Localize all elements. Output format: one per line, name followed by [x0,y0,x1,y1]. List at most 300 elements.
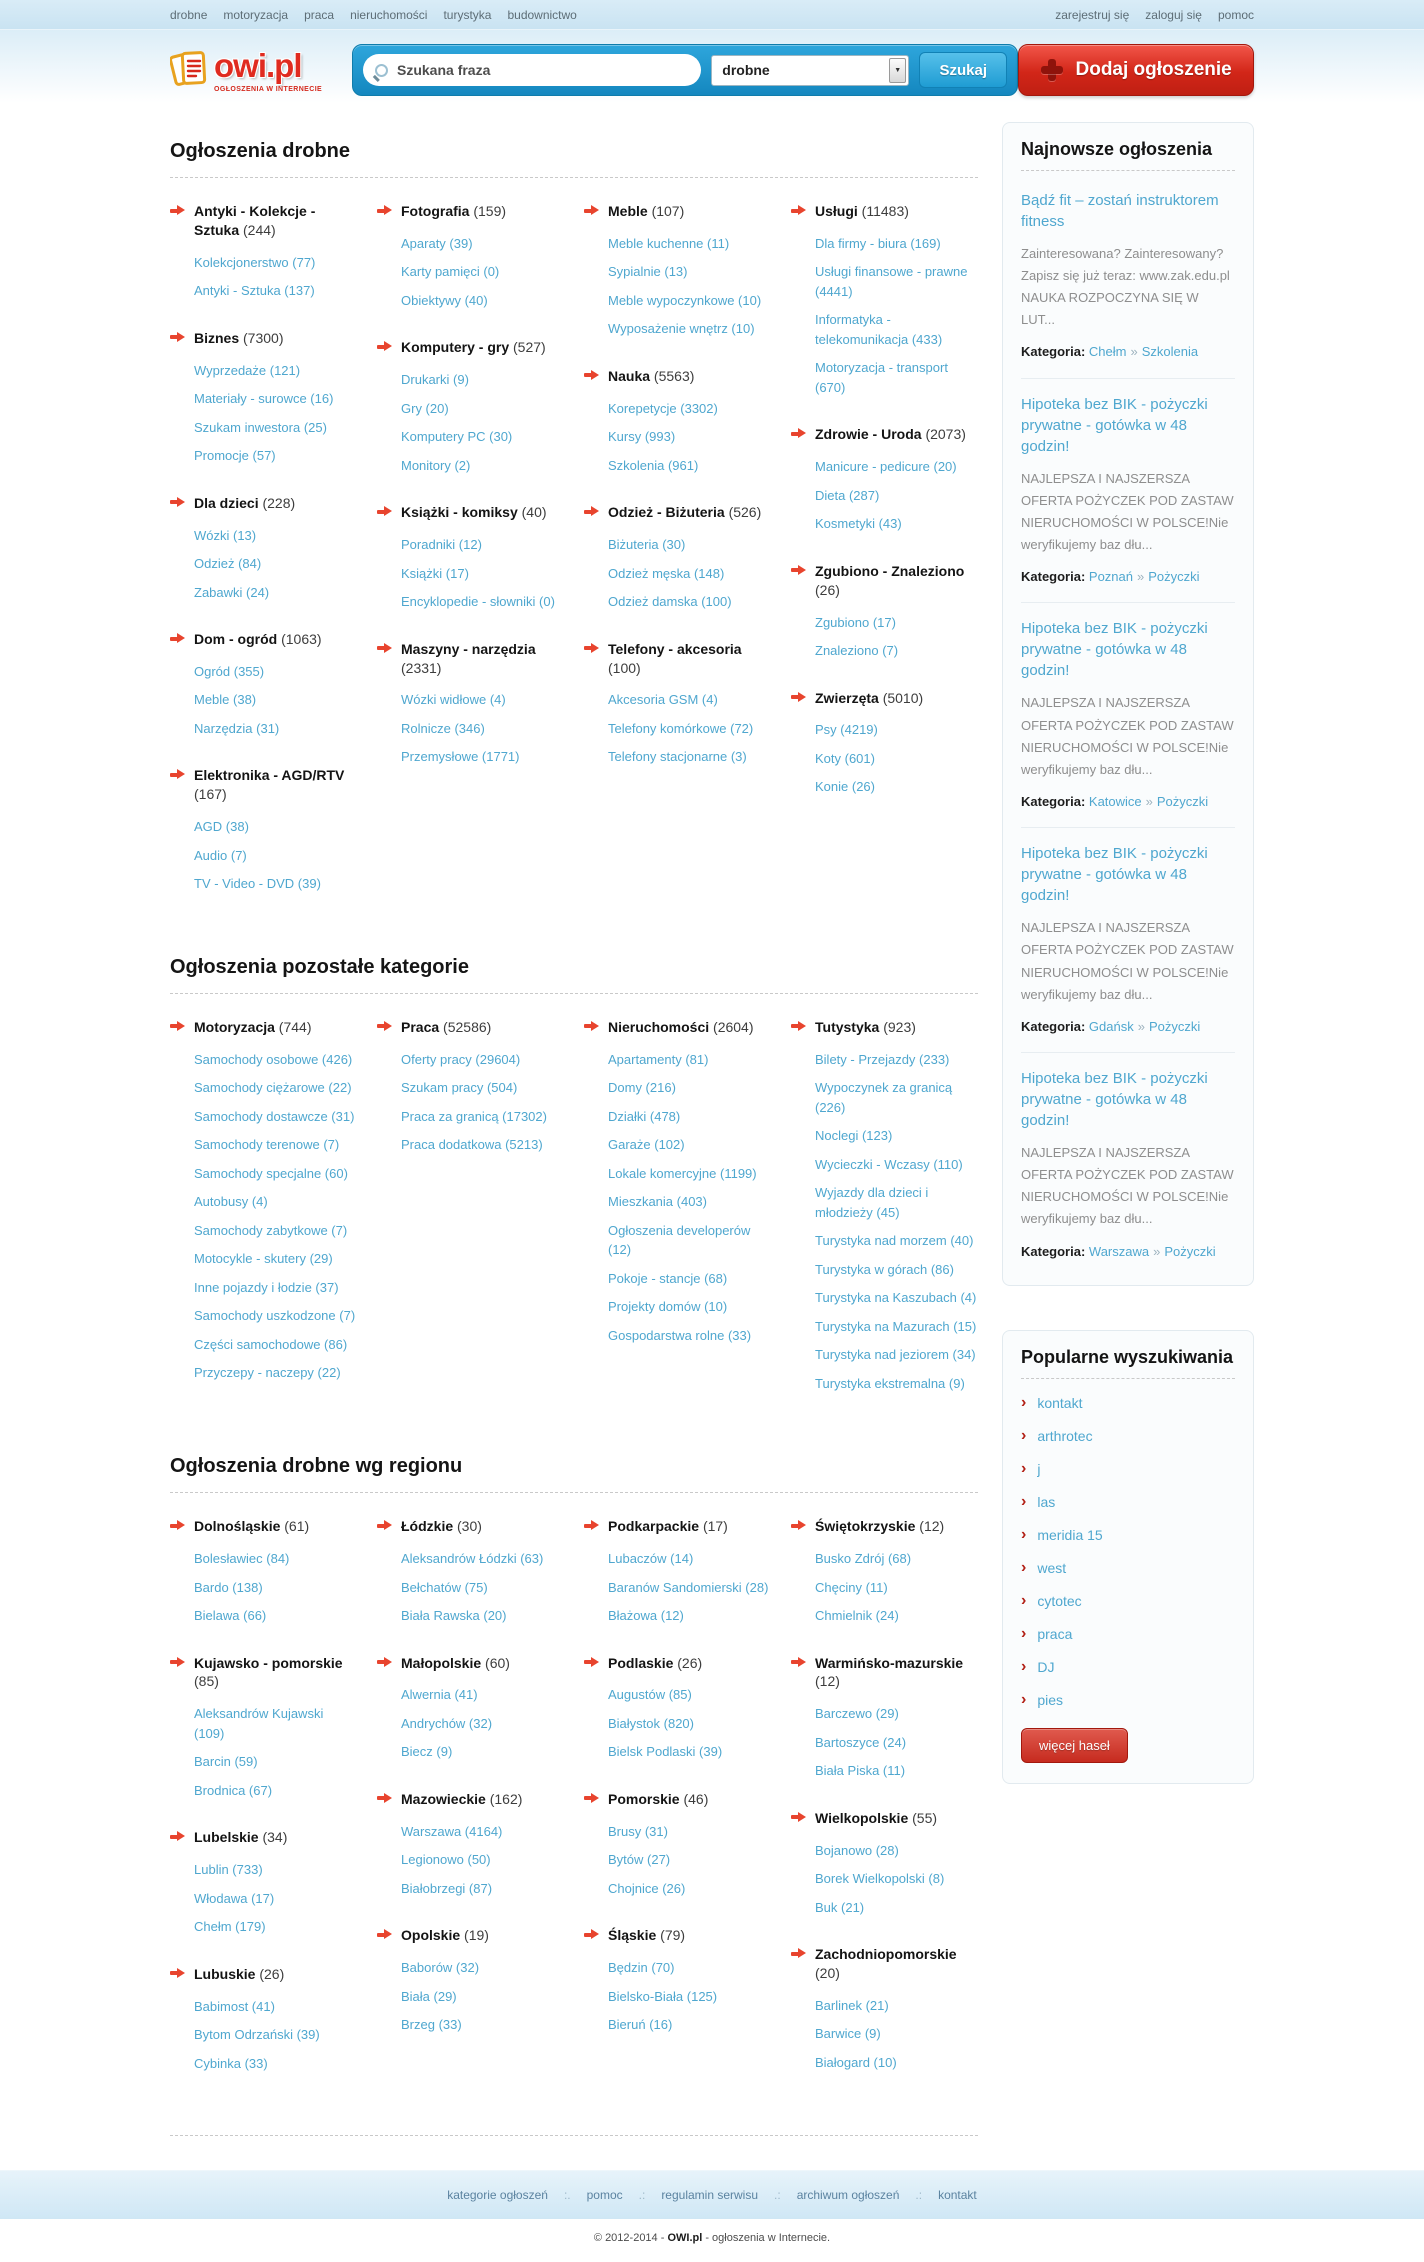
subcategory-link[interactable]: Garaże (102) [608,1137,685,1153]
subcategory-link[interactable]: Bartoszyce (24) [815,1734,907,1750]
category-name: Nauka [608,367,651,384]
subcategory-link[interactable]: Korepetycje (3302) [608,400,718,416]
arrow-right-icon [170,497,185,508]
subcategory-link[interactable]: Sypialnie (13) [608,264,688,280]
subcategory-link[interactable]: Koty (601) [815,750,875,766]
subcategory-list [170,1704,357,1800]
list-item [608,1549,771,1569]
ad-title-link[interactable]: Hipoteka bez BIK - pożyczki prywatne - gotówka w 48 godzin! [1021,845,1208,905]
subcategory-link[interactable]: Meble kuchenne (11) [608,235,730,251]
list-item [401,234,564,254]
subcategory-link[interactable]: Bielsk Podlaski (39) [608,1744,723,1760]
ad-description: NAJLEPSZA I NAJSZERSZA OFERTA POŻYCZEK POD ZASTAW NIERUCHOMOŚCI W POLSCE!Nie weryfikujemy baz dłu... [1021,470,1234,552]
subcategory-link[interactable]: Motoryzacja - transport (670) [815,360,948,395]
subcategory-link[interactable]: Ogród (355) [194,663,265,679]
subcategory-link[interactable]: Praca za granicą (17302) [401,1108,547,1124]
category-block [170,1018,357,1383]
ad-category-label: Kategoria: [1021,568,1089,584]
subcategory-link[interactable]: Projekty domów (10) [608,1299,728,1315]
category-count: (60) [481,1654,510,1671]
ad-category-link[interactable]: Pożyczki [1156,793,1209,809]
list-item [401,719,564,739]
subcategory-link[interactable]: Drukarki (9) [401,372,469,388]
subcategory-list [791,1704,978,1781]
ad-category-link[interactable]: Szkolenia [1141,344,1199,360]
subcategory-link[interactable]: Biecz (9) [401,1744,453,1760]
subcategory-link[interactable]: Białystok (820) [608,1715,694,1731]
list-item [194,1363,357,1383]
category-header[interactable] [170,494,357,513]
category-header[interactable] [377,503,564,522]
subcategory-link[interactable]: Narzędzia (31) [194,720,280,736]
category-header[interactable] [170,1517,357,1536]
subcategory-link[interactable]: Brzeg (33) [401,2017,462,2033]
category-header[interactable] [791,562,978,600]
subcategory-link[interactable]: Samochody zabytkowe (7) [194,1222,348,1238]
subcategory-link[interactable]: Części samochodowe (86) [194,1336,348,1352]
category-header[interactable] [584,1517,771,1536]
topbar-link[interactable]: praca [304,7,335,22]
subcategory-link[interactable]: Lubaczów (14) [608,1551,694,1567]
subcategory-link[interactable]: Lublin (733) [194,1862,263,1878]
subcategory-link[interactable]: Turystyka w górach (86) [815,1261,954,1277]
subcategory-link[interactable]: Włodawa (17) [194,1890,275,1906]
subcategory-link[interactable]: Usługi finansowe - prawne (4441) [815,264,968,299]
subcategory-list [584,1822,771,1899]
arrow-right-icon [584,1793,599,1804]
subcategory-link[interactable]: Wyjazdy dla dzieci i młodzieży (45) [815,1185,929,1220]
footer-link[interactable]: archiwum ogłoszeń [796,2188,900,2203]
category-title [608,640,771,678]
ad-description: NAJLEPSZA I NAJSZERSZA OFERTA POŻYCZEK POD ZASTAW NIERUCHOMOŚCI W POLSCE!Nie weryfikujemy baz dłu... [1021,1145,1234,1227]
category-title [401,1926,489,1945]
section-column [170,202,357,922]
subcategory-link[interactable]: Zabawki (24) [194,584,270,600]
search-input[interactable] [397,62,689,78]
category-title [194,202,357,240]
list-item [608,690,771,710]
category-header[interactable] [377,338,564,357]
subcategory-list [584,690,771,767]
subcategory-link[interactable]: Manicure - pedicure (20) [815,459,957,475]
subcategory-link[interactable]: Motocykle - skutery (29) [194,1251,333,1267]
category-block [170,1517,357,1625]
category-header[interactable] [170,1018,357,1037]
list-item [815,1996,978,2016]
popular-term-link[interactable]: kontakt [1037,1394,1083,1411]
category-title [401,1018,491,1037]
subcategory-link[interactable]: Busko Zdrój (68) [815,1551,912,1567]
category-header[interactable] [584,640,771,678]
subcategory-link[interactable]: Turystyka nad jeziorem (34) [815,1347,976,1363]
popular-term-link[interactable]: arthrotec [1037,1427,1093,1444]
category-header[interactable] [170,630,357,649]
list-item [1021,1593,1235,1609]
search-button[interactable]: Szukaj [919,52,1007,88]
subcategory-link[interactable]: Wyposażenie wnętrz (10) [608,321,755,337]
popular-term-link[interactable]: west [1037,1559,1067,1576]
subcategory-link[interactable]: Szukam pracy (504) [401,1080,518,1096]
category-header[interactable] [170,1654,357,1692]
subcategory-link[interactable]: Chmielnik (24) [815,1608,899,1624]
subcategory-link[interactable]: Wyprzedaże (121) [194,362,301,378]
subcategory-link[interactable]: Bardo (138) [194,1579,263,1595]
subcategory-link[interactable]: Encyklopedie - słowniki (0) [401,594,555,610]
category-block [377,1926,564,2034]
subcategory-link[interactable]: Telefony komórkowe (72) [608,720,754,736]
arrow-right-icon [377,1929,392,1940]
category-header[interactable] [170,329,357,348]
subcategory-link[interactable]: Dla firmy - biura (169) [815,235,941,251]
subcategory-link[interactable]: Znaleziono (7) [815,643,899,659]
category-header[interactable] [791,1809,978,1828]
footer-link[interactable]: kontakt [938,2188,977,2203]
topbar-link[interactable]: budownictwo [507,7,577,22]
subcategory-link[interactable]: Szkolenia (961) [608,457,699,473]
category-header[interactable] [377,1517,564,1536]
subcategory-link[interactable]: Odzież damska (100) [608,594,732,610]
subcategory-link[interactable]: Biała Rawska (20) [401,1608,507,1624]
category-header[interactable] [791,425,978,444]
list-item [608,1879,771,1899]
ad-title-link[interactable]: Hipoteka bez BIK - pożyczki prywatne - gotówka w 48 godzin! [1021,1070,1208,1130]
subcategory-link[interactable]: Pokoje - stancje (68) [608,1270,728,1286]
footer-separator: .: [638,2188,646,2203]
subcategory-link[interactable]: Samochody osobowe (426) [194,1051,353,1067]
ad-category-link[interactable]: Pożyczki [1164,1243,1216,1259]
subcategory-link[interactable]: Odzież (84) [194,556,262,572]
category-count: (26) [673,1654,703,1671]
subcategory-link[interactable]: Legionowo (50) [401,1852,491,1868]
category-header[interactable] [791,202,978,221]
topbar-link[interactable]: turystyka [443,7,492,22]
subcategory-link[interactable]: Noclegi (123) [815,1128,893,1144]
footer-link[interactable]: kategorie ogłoszeń [447,2188,548,2203]
subcategory-list [377,1685,564,1762]
category-block [791,689,978,797]
list-item [815,1345,978,1365]
subcategory-link[interactable]: Działki (478) [608,1108,681,1124]
popular-term-link[interactable]: praca [1037,1625,1073,1642]
add-listing-button[interactable] [1018,44,1254,96]
footer-link[interactable]: pomoc [586,2188,623,2203]
subcategory-link[interactable]: Materiały - surowce (16) [194,391,334,407]
category-header[interactable] [377,1654,564,1673]
list-item [608,1742,771,1762]
subcategory-link[interactable]: Karty pamięci (0) [401,264,500,280]
subcategory-link[interactable]: Kursy (993) [608,429,676,445]
list-item [401,1850,564,1870]
category-header[interactable] [377,1926,564,1945]
subcategory-link[interactable]: Apartamenty (81) [608,1051,709,1067]
popular-term-link[interactable]: cytotec [1037,1592,1082,1609]
subcategory-link[interactable]: Rolnicze (346) [401,720,485,736]
subcategory-link[interactable]: Wózki (13) [194,527,257,543]
subcategory-link[interactable]: Brodnica (67) [194,1782,273,1798]
subcategory-link[interactable]: Cybinka (33) [194,2055,268,2071]
category-header[interactable] [170,766,357,804]
ad-category-row [1021,1242,1235,1262]
category-header[interactable] [584,1790,771,1809]
subcategory-link[interactable]: Telefony stacjonarne (3) [608,749,747,765]
subcategory-link[interactable]: Meble wypoczynkowe (10) [608,292,762,308]
chevron-down-icon: ▼ [889,58,906,83]
category-header[interactable] [170,1965,357,1984]
subcategory-link[interactable]: Turystyka na Mazurach (15) [815,1318,977,1334]
subcategory-link[interactable]: Samochody terenowe (7) [194,1137,340,1153]
logo[interactable] [170,47,330,93]
subcategory-link[interactable]: Samochody ciężarowe (22) [194,1080,352,1096]
category-header[interactable] [584,1018,771,1037]
subcategory-link[interactable]: Bolesławiec (84) [194,1551,290,1567]
category-header[interactable] [170,202,357,240]
subcategory-link[interactable]: Borek Wielkopolski (8) [815,1871,945,1887]
subcategory-link[interactable]: Bielsko-Biała (125) [608,1988,718,2004]
category-header[interactable] [377,1790,564,1809]
section-columns [170,202,978,922]
subcategory-link[interactable]: Przyczepy - naczepy (22) [194,1365,341,1381]
category-header[interactable] [791,1945,978,1983]
list-item [608,399,771,419]
list-item [608,1269,771,1289]
latest-ads-list [1021,175,1235,1265]
category-name: Kujawsko - pomorskie [194,1654,343,1671]
subcategory-link[interactable]: Wypoczynek za granicą (226) [815,1080,953,1115]
subcategory-link[interactable]: AGD (38) [194,819,249,835]
category-header[interactable] [584,202,771,221]
subcategory-link[interactable]: Chęciny (11) [815,1579,888,1595]
subcategory-link[interactable]: Chojnice (26) [608,1880,686,1896]
subcategory-link[interactable]: Aparaty (39) [401,235,473,251]
arrow-right-icon [584,1657,599,1668]
arrow-right-icon [170,332,185,343]
category-header[interactable] [170,1828,357,1847]
category-title [815,1654,978,1692]
subcategory-link[interactable]: Domy (216) [608,1080,676,1096]
subcategory-link[interactable]: Odzież męska (148) [608,565,725,581]
subcategory-link[interactable]: Aleksandrów Kujawski (109) [194,1706,324,1741]
category-block [584,1018,771,1345]
arrow-right-icon [584,643,599,654]
subcategory-link[interactable]: Gospodarstwa rolne (33) [608,1327,752,1343]
more-terms-button[interactable]: więcej haseł [1021,1728,1128,1763]
subcategory-link[interactable]: Barwice (9) [815,2026,881,2042]
subcategory-link[interactable]: Poradniki (12) [401,537,482,553]
subcategory-link[interactable]: Gry (20) [401,400,449,416]
subcategory-link[interactable]: Biała (29) [401,1988,457,2004]
subcategory-link[interactable]: Augustów (85) [608,1687,692,1703]
subcategory-link[interactable]: Babimost (41) [194,1998,275,2014]
subcategory-link[interactable]: Inne pojazdy i łodzie (37) [194,1279,339,1295]
subcategory-link[interactable]: Andrychów (32) [401,1715,493,1731]
list-item [401,535,564,555]
subcategory-link[interactable]: Bytom Odrzański (39) [194,2027,320,2043]
chevron-right-icon: › [1021,1657,1027,1675]
subcategory-link[interactable]: Biała Piska (11) [815,1763,906,1779]
ad-category-link[interactable]: Pożyczki [1148,568,1200,584]
topbar-link[interactable]: nieruchomości [350,7,428,22]
logo-papers-icon [170,47,212,93]
list-item [608,291,771,311]
ad-category-link[interactable]: Pożyczki [1148,1018,1201,1034]
subcategory-link[interactable]: Buk (21) [815,1899,865,1915]
subcategory-link[interactable]: Warszawa (4164) [401,1823,503,1839]
subcategory-link[interactable]: Informatyka - telekomunikacja (433) [815,312,943,347]
subcategory-link[interactable]: Samochody specjalne (60) [194,1165,348,1181]
subcategory-link[interactable]: Monitory (2) [401,457,471,473]
subcategory-link[interactable]: Kosmetyki (43) [815,516,902,532]
subcategory-link[interactable]: Bilety - Przejazdy (233) [815,1051,950,1067]
subcategory-link[interactable]: Książki (17) [401,565,469,581]
arrow-right-icon [377,1793,392,1804]
list-item [401,399,564,419]
subcategory-link[interactable]: Samochody uszkodzone (7) [194,1308,356,1324]
search-category-select[interactable] [711,55,909,86]
subcategory-link[interactable]: Psy (4219) [815,722,878,738]
category-title [608,503,761,522]
subcategory-link[interactable]: Turystyka na Kaszubach (4) [815,1290,977,1306]
subcategory-link[interactable]: Baranów Sandomierski (28) [608,1579,769,1595]
category-count: (244) [239,221,276,238]
popular-term-link[interactable]: las [1037,1493,1056,1510]
account-link[interactable]: zaloguj się [1145,7,1202,22]
category-header[interactable] [791,689,978,708]
arrow-right-icon [377,341,392,352]
subcategory-list [584,234,771,339]
arrow-right-icon [791,1948,806,1959]
category-header[interactable] [584,1926,771,1945]
footer-nav [0,2186,1424,2204]
subcategory-link[interactable]: Bełchatów (75) [401,1579,488,1595]
subcategory-link[interactable]: Meble (38) [194,692,257,708]
list-item [194,1335,357,1355]
ad-category-link[interactable]: Katowice [1088,793,1142,809]
ad-title-link[interactable]: Hipoteka bez BIK - pożyczki prywatne - gotówka w 48 godzin! [1021,620,1208,680]
subcategory-link[interactable]: TV - Video - DVD (39) [194,876,321,892]
chevron-right-icon: › [1021,1558,1027,1576]
category-title [608,367,694,386]
subcategory-link[interactable]: Bojanowo (28) [815,1842,899,1858]
subcategory-link[interactable]: Barczewo (29) [815,1706,899,1722]
topbar-link[interactable]: drobne [170,7,208,22]
subcategory-link[interactable]: Komputery PC (30) [401,429,513,445]
subcategory-link[interactable]: Antyki - Sztuka (137) [194,283,315,299]
category-title [401,640,564,678]
subcategory-link[interactable]: Barlinek (21) [815,1997,889,2013]
subcategory-link[interactable]: Lokale komercyjne (1199) [608,1165,757,1181]
category-header[interactable] [584,503,771,522]
subcategory-list [791,613,978,661]
account-link[interactable]: pomoc [1217,7,1254,22]
subcategory-link[interactable]: Ogłoszenia developerów (12) [608,1222,751,1258]
main-content [170,118,978,2136]
subcategory-link[interactable]: Bieruń (16) [608,2017,673,2033]
subcategory-link[interactable]: Białogard (10) [815,2054,897,2070]
popular-term-link[interactable]: pies [1037,1691,1064,1708]
category-block [170,1654,357,1801]
ad-category-link[interactable]: Gdańsk [1088,1018,1134,1034]
category-header[interactable] [377,202,564,221]
arrow-right-icon [170,1968,185,1979]
subcategory-link[interactable]: Zgubiono (17) [815,614,896,630]
category-header[interactable] [377,640,564,678]
subcategory-link[interactable]: Bielawa (66) [194,1608,267,1624]
subcategory-link[interactable]: Dieta (287) [815,487,880,503]
subcategory-link[interactable]: Barcin (59) [194,1754,258,1770]
category-title [194,494,295,513]
subcategory-link[interactable]: Baborów (32) [401,1960,480,1976]
popular-term-link[interactable]: DJ [1037,1658,1055,1675]
latest-ads-box [1002,122,1254,1286]
subcategory-link[interactable]: Konie (26) [815,779,875,795]
subcategory-link[interactable]: Mieszkania (403) [608,1194,707,1210]
subcategory-link[interactable]: Wycieczki - Wczasy (110) [815,1156,963,1172]
subcategory-link[interactable]: Brusy (31) [608,1823,668,1839]
subcategory-link[interactable]: Alwernia (41) [401,1687,478,1703]
subcategory-link[interactable]: Chełm (179) [194,1919,266,1935]
category-header[interactable] [791,1517,978,1536]
list-item [815,1231,978,1251]
subcategory-link[interactable]: Aleksandrów Łódzki (63) [401,1551,544,1567]
category-header[interactable] [584,367,771,386]
subcategory-link[interactable]: Turystyka nad morzem (40) [815,1233,974,1249]
subcategory-link[interactable]: Biżuteria (30) [608,537,686,553]
category-block [170,1828,357,1936]
category-title [194,1965,284,1984]
subcategory-link[interactable]: Turystyka ekstremalna (9) [815,1375,965,1391]
account-link[interactable]: zarejestruj się [1055,7,1130,22]
subcategory-link[interactable]: Kolekcjonerstwo (77) [194,254,316,270]
ad-category-link[interactable]: Warszawa [1088,1243,1150,1259]
subcategory-link[interactable]: Białobrzegi (87) [401,1880,493,1896]
list-item [401,1578,564,1598]
list-item [608,1164,771,1184]
list-item [608,1078,771,1098]
topbar-link[interactable]: motoryzacja [223,7,289,22]
ad-category-link[interactable]: Chełm [1088,344,1127,360]
subcategory-link[interactable]: Wózki widłowe (4) [401,692,506,708]
subcategory-link[interactable]: Przemysłowe (1771) [401,749,520,765]
category-count: (1063) [277,631,322,648]
subcategory-link[interactable]: Szukam inwestora (25) [194,419,327,435]
subcategory-link[interactable]: Obiektywy (40) [401,292,488,308]
ad-category-link[interactable]: Poznań [1088,568,1133,584]
subcategory-link[interactable]: Samochody dostawcze (31) [194,1108,355,1124]
chevron-right-icon: › [1021,1690,1027,1708]
subcategory-link[interactable]: Będzin (70) [608,1960,675,1976]
subcategory-link[interactable]: Promocje (57) [194,448,276,464]
ad-title-link[interactable]: Bądź fit – zostań instruktorem fitness [1021,191,1219,230]
category-header[interactable] [791,1018,978,1037]
popular-term-link[interactable]: meridia 15 [1037,1526,1103,1543]
subcategory-link[interactable]: Audio (7) [194,847,247,863]
category-header[interactable] [791,1654,978,1692]
subcategory-link[interactable]: Praca dodatkowa (5213) [401,1137,543,1153]
popular-term-link[interactable]: j [1037,1460,1041,1477]
ad-title-link[interactable]: Hipoteka bez BIK - pożyczki prywatne - gotówka w 48 godzin! [1021,395,1208,455]
footer-link[interactable]: regulamin serwisu [661,2188,759,2203]
subcategory-link[interactable]: Akcesoria GSM (4) [608,692,718,708]
subcategory-link[interactable]: Bytów (27) [608,1852,671,1868]
arrow-right-icon [170,205,185,216]
category-header[interactable] [377,1018,564,1037]
subcategory-link[interactable]: Błażowa (12) [608,1608,684,1624]
category-header[interactable] [584,1654,771,1673]
subcategory-link[interactable]: Autobusy (4) [194,1194,268,1210]
category-block [377,1654,564,1762]
subcategory-link[interactable]: Oferty pracy (29604) [401,1051,521,1067]
arrow-right-icon [791,1021,806,1032]
